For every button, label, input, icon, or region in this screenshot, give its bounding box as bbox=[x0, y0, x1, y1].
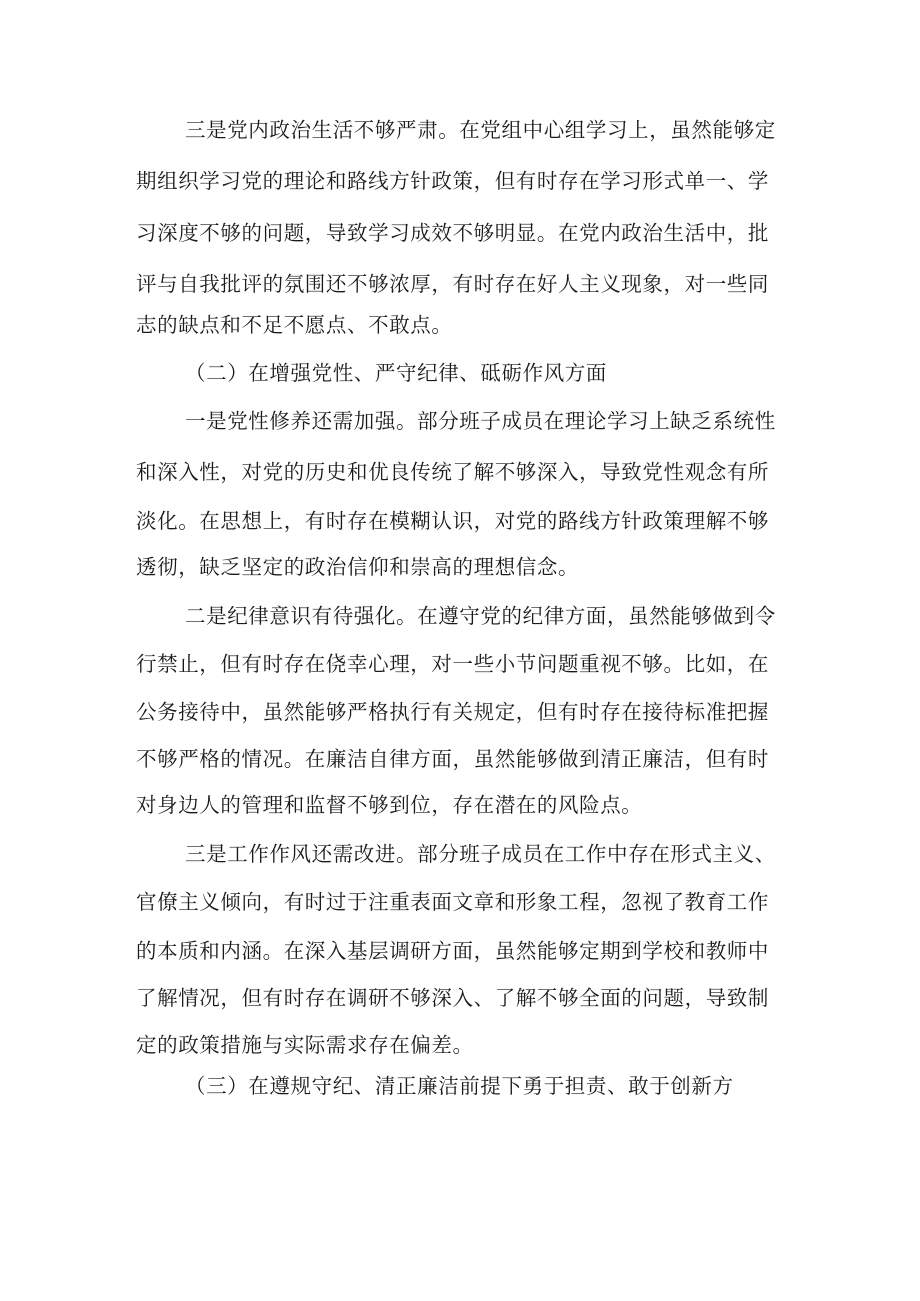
para-3-line-4: 不够严格的情况。在廉洁自律方面，虽然能够做到清正廉洁，但有时 bbox=[136, 747, 769, 771]
para-4-line-5: 定的政策措施与实际需求存在偏差。 bbox=[136, 1033, 474, 1057]
section-heading-3: （三）在遵规守纪、清正廉洁前提下勇于担责、敢于创新方 bbox=[185, 1074, 734, 1098]
para-3-line-5: 对身边人的管理和监督不够到位，存在潜在的风险点。 bbox=[136, 793, 643, 817]
para-1-line-4: 评与自我批评的氛围还不够浓厚，有时存在好人主义现象，对一些同 bbox=[136, 272, 769, 296]
para-2-line-4: 透彻，缺乏坚定的政治信仰和崇高的理想信念。 bbox=[136, 555, 580, 579]
para-4-line-3: 的本质和内涵。在深入基层调研方面，虽然能够定期到学校和教师中 bbox=[136, 939, 769, 963]
para-4-line-2: 官僚主义倾向，有时过于注重表面文章和形象工程，忽视了教育工作 bbox=[136, 890, 769, 914]
para-1-line-2: 期组织学习党的理论和路线方针政策，但有时存在学习形式单一、学 bbox=[136, 169, 769, 193]
para-1-line-5: 志的缺点和不足不愿点、不敢点。 bbox=[136, 313, 453, 337]
para-1-line-1: 三是党内政治生活不够严肃。在党组中心组学习上，虽然能够定 bbox=[185, 118, 776, 142]
para-2-line-3: 淡化。在思想上，有时存在模糊认识，对党的路线方针政策理解不够 bbox=[136, 509, 769, 533]
para-4-line-4: 了解情况，但有时存在调研不够深入、了解不够全面的问题，导致制 bbox=[136, 986, 769, 1010]
para-3-line-3: 公务接待中，虽然能够严格执行有关规定，但有时存在接待标准把握 bbox=[136, 700, 769, 724]
para-2-line-2: 和深入性，对党的历史和优良传统了解不够深入，导致党性观念有所 bbox=[136, 460, 769, 484]
para-3-line-1: 二是纪律意识有待强化。在遵守党的纪律方面，虽然能够做到令 bbox=[185, 604, 776, 628]
para-4-line-1: 三是工作作风还需改进。部分班子成员在工作中存在形式主义、 bbox=[185, 842, 776, 866]
para-3-line-2: 行禁止，但有时存在侥幸心理，对一些小节问题重视不够。比如，在 bbox=[136, 652, 769, 676]
section-heading-2: （二）在增强党性、严守纪律、砥砺作风方面 bbox=[185, 361, 607, 385]
para-2-line-1: 一是党性修养还需加强。部分班子成员在理论学习上缺乏系统性 bbox=[185, 409, 776, 433]
para-1-line-3: 习深度不够的问题，导致学习成效不够明显。在党内政治生活中，批 bbox=[136, 221, 769, 245]
